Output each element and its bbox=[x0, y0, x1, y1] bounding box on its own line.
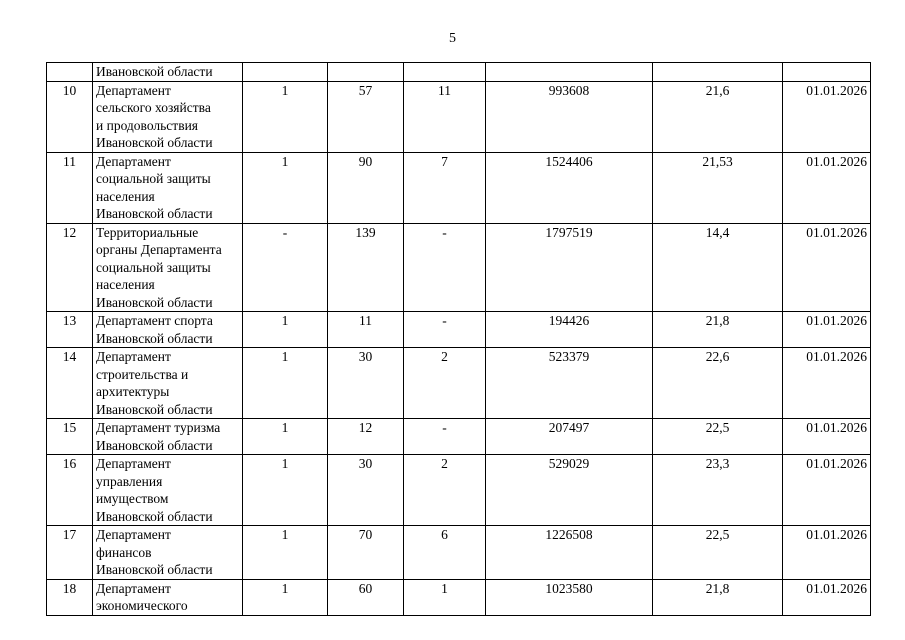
department-name-line: Ивановской области bbox=[96, 562, 213, 577]
row-number-cell: 12 bbox=[47, 223, 93, 312]
ratio-cell: 21,8 bbox=[653, 312, 783, 348]
department-name-line: Департамент спорта bbox=[96, 313, 213, 328]
amount-cell: 194426 bbox=[486, 312, 653, 348]
column-3-cell: - bbox=[243, 223, 328, 312]
department-name-line: управления bbox=[96, 473, 163, 489]
table-row bbox=[47, 419, 871, 455]
row-number-cell: 14 bbox=[47, 348, 93, 419]
row-number-cell: 17 bbox=[47, 526, 93, 580]
ratio-cell: 22,5 bbox=[653, 419, 783, 455]
column-4-cell: 139 bbox=[328, 223, 404, 312]
department-name-line: Департамент bbox=[96, 153, 171, 169]
ratio-cell: 21,6 bbox=[653, 81, 783, 152]
department-name-line: Ивановской области bbox=[96, 437, 213, 453]
date-cell: 01.01.2026 bbox=[783, 526, 871, 580]
column-4-cell: 70 bbox=[328, 526, 404, 580]
department-name-line: и продовольствия bbox=[96, 117, 199, 133]
page-number: 5 bbox=[449, 31, 456, 46]
department-name-line: Департамент bbox=[96, 456, 171, 471]
column-5-cell: 2 bbox=[404, 348, 486, 419]
department-name-line: Ивановской области bbox=[96, 135, 213, 150]
department-name-line: Ивановской области bbox=[96, 206, 213, 221]
table-row bbox=[47, 223, 871, 312]
column-3-cell: 1 bbox=[243, 152, 328, 223]
department-name-cell bbox=[93, 579, 243, 615]
ratio-cell: 21,8 bbox=[653, 579, 783, 615]
column-3-cell: 1 bbox=[243, 455, 328, 526]
column-3-cell bbox=[243, 63, 328, 82]
column-3-cell: 1 bbox=[243, 81, 328, 152]
department-name-cell bbox=[93, 526, 243, 580]
column-5-cell bbox=[404, 63, 486, 82]
department-name-line: органы Департамента bbox=[96, 242, 222, 257]
column-5-cell: - bbox=[404, 223, 486, 312]
column-3-cell: 1 bbox=[243, 526, 328, 580]
ratio-cell bbox=[653, 63, 783, 82]
column-3-cell: 1 bbox=[243, 419, 328, 455]
column-4-cell: 12 bbox=[328, 419, 404, 455]
department-name-line: Департамент туризма bbox=[96, 420, 221, 435]
ratio-cell: 23,3 bbox=[653, 455, 783, 526]
department-name-line: сельского хозяйства bbox=[96, 100, 211, 115]
table-row bbox=[47, 312, 871, 348]
ratio-cell: 14,4 bbox=[653, 223, 783, 312]
department-name-line: Ивановской области bbox=[96, 508, 213, 524]
table-row bbox=[47, 152, 871, 223]
ratio-cell: 21,53 bbox=[653, 152, 783, 223]
department-name-line: населения bbox=[96, 277, 155, 292]
row-number-cell bbox=[47, 63, 93, 82]
column-5-cell: 7 bbox=[404, 152, 486, 223]
table-row bbox=[47, 579, 871, 615]
column-5-cell: 11 bbox=[404, 81, 486, 152]
department-name-cell bbox=[93, 312, 243, 348]
row-number-cell: 11 bbox=[47, 152, 93, 223]
column-3-cell: 1 bbox=[243, 348, 328, 419]
column-4-cell: 60 bbox=[328, 579, 404, 615]
department-name-line: Территориальные bbox=[96, 224, 199, 240]
date-cell: 01.01.2026 bbox=[783, 348, 871, 419]
department-name-line: Департамент bbox=[96, 527, 171, 542]
row-number-cell: 16 bbox=[47, 455, 93, 526]
row-number-cell: 18 bbox=[47, 579, 93, 615]
department-name-line: Ивановской области bbox=[96, 294, 213, 310]
date-cell bbox=[783, 63, 871, 82]
amount-cell: 523379 bbox=[486, 348, 653, 419]
department-name-line: Департамент bbox=[96, 82, 171, 98]
row-number-cell: 13 bbox=[47, 312, 93, 348]
ratio-cell: 22,5 bbox=[653, 526, 783, 580]
column-5-cell: - bbox=[404, 312, 486, 348]
column-5-cell: - bbox=[404, 419, 486, 455]
column-4-cell: 57 bbox=[328, 81, 404, 152]
row-number-cell: 10 bbox=[47, 81, 93, 152]
amount-cell: 207497 bbox=[486, 419, 653, 455]
date-cell: 01.01.2026 bbox=[783, 419, 871, 455]
department-name-cell bbox=[93, 63, 243, 82]
date-cell: 01.01.2026 bbox=[783, 312, 871, 348]
department-name-line: Ивановской области bbox=[96, 401, 213, 417]
department-name-line: Ивановской области bbox=[96, 330, 213, 346]
date-cell: 01.01.2026 bbox=[783, 223, 871, 312]
department-name-cell bbox=[93, 81, 243, 152]
department-name-line: архитектуры bbox=[96, 384, 170, 399]
department-name-line: Ивановской области bbox=[96, 64, 213, 79]
column-4-cell: 90 bbox=[328, 152, 404, 223]
amount-cell: 993608 bbox=[486, 81, 653, 152]
amount-cell bbox=[486, 63, 653, 82]
column-5-cell: 6 bbox=[404, 526, 486, 580]
column-5-cell: 2 bbox=[404, 455, 486, 526]
amount-cell: 1797519 bbox=[486, 223, 653, 312]
amount-cell: 529029 bbox=[486, 455, 653, 526]
department-name-line: строительства и bbox=[96, 366, 189, 382]
department-name-cell bbox=[93, 348, 243, 419]
column-3-cell: 1 bbox=[243, 579, 328, 615]
date-cell: 01.01.2026 bbox=[783, 81, 871, 152]
department-name-line: Департамент bbox=[96, 580, 171, 596]
amount-cell: 1524406 bbox=[486, 152, 653, 223]
table-row bbox=[47, 81, 871, 152]
column-3-cell: 1 bbox=[243, 312, 328, 348]
department-name-line: социальной защиты bbox=[96, 171, 211, 186]
department-name-cell bbox=[93, 419, 243, 455]
column-4-cell bbox=[328, 63, 404, 82]
amount-cell: 1023580 bbox=[486, 579, 653, 615]
column-4-cell: 30 bbox=[328, 348, 404, 419]
date-cell: 01.01.2026 bbox=[783, 455, 871, 526]
table-body bbox=[47, 63, 871, 616]
table-row bbox=[47, 63, 871, 82]
table-row bbox=[47, 455, 871, 526]
department-name-line: экономического bbox=[96, 598, 188, 613]
column-4-cell: 11 bbox=[328, 312, 404, 348]
department-name-line: финансов bbox=[96, 544, 152, 560]
data-table bbox=[46, 62, 871, 616]
date-cell: 01.01.2026 bbox=[783, 579, 871, 615]
department-name-line: Департамент bbox=[96, 349, 171, 364]
ratio-cell: 22,6 bbox=[653, 348, 783, 419]
department-name-cell bbox=[93, 223, 243, 312]
table-row bbox=[47, 526, 871, 580]
row-number-cell: 15 bbox=[47, 419, 93, 455]
department-name-line: имуществом bbox=[96, 491, 169, 506]
amount-cell: 1226508 bbox=[486, 526, 653, 580]
department-name-line: социальной защиты bbox=[96, 259, 211, 275]
column-4-cell: 30 bbox=[328, 455, 404, 526]
department-name-cell bbox=[93, 152, 243, 223]
date-cell: 01.01.2026 bbox=[783, 152, 871, 223]
table-row bbox=[47, 348, 871, 419]
department-name-line: населения bbox=[96, 188, 155, 204]
column-5-cell: 1 bbox=[404, 579, 486, 615]
department-name-cell bbox=[93, 455, 243, 526]
